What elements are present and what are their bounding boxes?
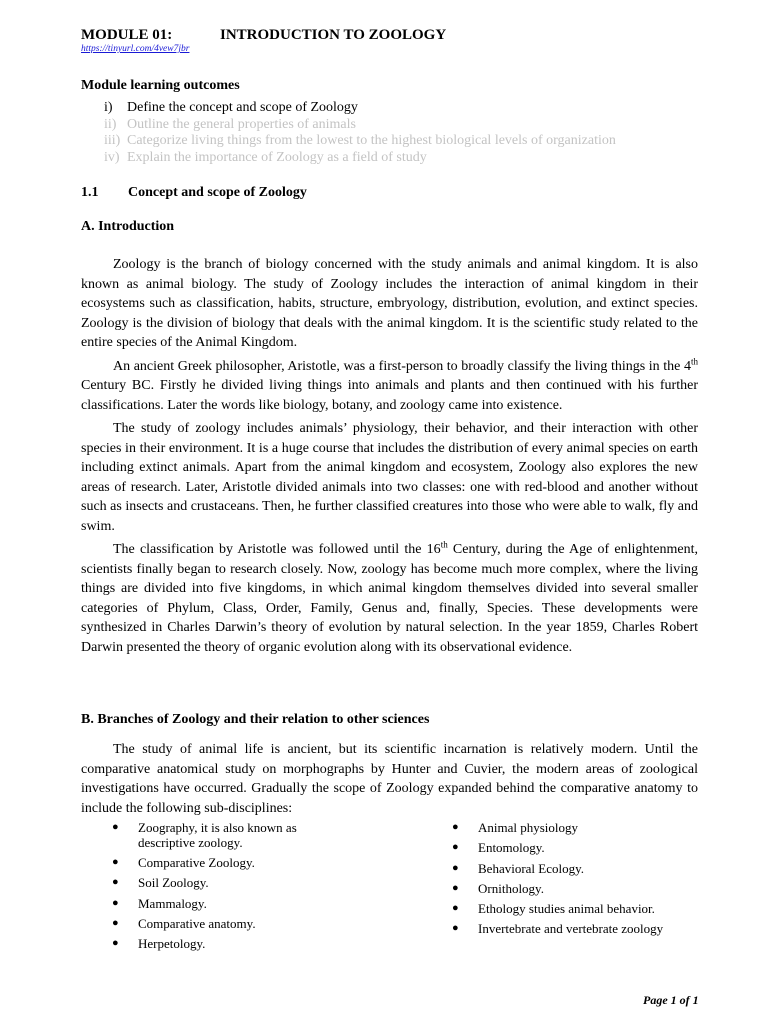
list-item	[452, 881, 702, 896]
bullet-icon: ●	[112, 876, 119, 889]
outcome-number: i)	[104, 100, 113, 115]
list-item	[112, 820, 342, 850]
paragraph-text: Century, during the Age of enlightenment, scientists finally began to research closely. Now, zoology has become much more complex, where the living things are divided into five kingdoms, in which animal kingdom themselves divided into several smaller categories of Phylum, Class, Order, Family, Genus and, finally, Species. These developments were synthesized in Charles Darwin’s theory of evolution by natural selection. In the year 1859, Charles Robert Darwin presented the theory of organic evolution along with its observational evidence.	[81, 542, 698, 655]
outcome-item	[104, 117, 616, 134]
paragraph-text: An ancient Greek philosopher, Aristotle, was a first-person to broadly classify the living things in the 4	[113, 358, 691, 374]
list-item	[452, 840, 702, 855]
bullet-icon: ●	[112, 936, 119, 949]
module-header	[81, 27, 446, 44]
bullet-icon: ●	[452, 922, 459, 935]
outcomes-list	[104, 100, 616, 166]
list-item-text: Comparative anatomy.	[138, 915, 256, 931]
module-link[interactable]: https://tinyurl.com/4vew7jbr	[81, 44, 190, 54]
introduction-body	[81, 255, 698, 661]
branches-list-right	[452, 820, 702, 942]
list-item-text: Soil Zoology.	[138, 875, 209, 891]
outcomes-heading: Module learning outcomes	[81, 78, 240, 93]
list-item-text: Invertebrate and vertebrate zoology	[478, 921, 664, 937]
bullet-icon: ●	[112, 856, 119, 869]
superscript: th	[690, 355, 698, 366]
outcome-number: iii)	[104, 133, 121, 148]
bullet-icon: ●	[452, 861, 459, 874]
list-item	[112, 936, 342, 951]
list-item-text: Zoography, it is also known as descriptive zoology.	[138, 820, 297, 850]
section-title: Concept and scope of Zoology	[128, 185, 307, 200]
outcome-text: Explain the importance of Zoology as a field of study	[127, 149, 427, 165]
bullet-icon: ●	[112, 821, 119, 833]
module-title: INTRODUCTION TO ZOOLOGY	[220, 27, 447, 43]
outcome-text: Categorize living things from the lowest to the highest biological levels of organization	[127, 133, 616, 148]
paragraph	[81, 540, 698, 657]
bullet-icon: ●	[112, 896, 119, 909]
list-item	[452, 820, 702, 835]
bullet-icon: ●	[452, 881, 459, 894]
list-item-text: Ethology studies animal behavior.	[478, 901, 655, 917]
list-item	[112, 896, 342, 911]
bullet-icon: ●	[452, 841, 459, 854]
outcome-text: Define the concept and scope of Zoology	[127, 100, 358, 115]
bullet-icon: ●	[452, 902, 459, 915]
page-number: Page 1 of 1	[643, 993, 699, 1007]
list-item	[112, 875, 342, 890]
list-item-text: Herpetology.	[138, 935, 206, 951]
paragraph-text: The classification by Aristotle was followed until the 16	[113, 542, 441, 557]
list-item-text: Entomology.	[478, 840, 545, 856]
section-number: 1.1	[81, 185, 99, 200]
outcome-number: iv)	[104, 149, 120, 165]
outcome-item	[104, 133, 616, 150]
outcome-item	[104, 150, 616, 167]
bullet-icon: ●	[452, 821, 459, 833]
list-item-text: Behavioral Ecology.	[478, 860, 585, 876]
list-item	[112, 916, 342, 931]
list-item	[452, 921, 702, 936]
paragraph: Zoology is the branch of biology concerned with the study animals and animal kingdom. It is also known as animal biology. The study of Zoology includes the interaction of animal kingdom in their ecosystems such as classification, habits, structure, embryology, distribution, evolution, and extinct species. Zoology is the division of biology that deals with the animal kingdom. It is the scientific study related to the entire species of the Animal Kingdom.	[81, 257, 698, 350]
subsection-heading-introduction: A. Introduction	[81, 219, 175, 234]
paragraph-text: Century BC. Firstly he divided living things into animals and plants and then continued with his further classifications. Later the words like biology, botany, and zoology came into existence.	[81, 378, 698, 413]
outcome-number: ii)	[104, 116, 117, 132]
section-heading-1-1	[81, 185, 307, 201]
list-item-text: Ornithology.	[478, 880, 544, 896]
outcome-item	[104, 100, 616, 117]
subsection-heading-branches: B. Branches of Zoology and their relation to other sciences	[81, 712, 430, 727]
module-number: MODULE 01:	[81, 27, 173, 43]
list-item	[112, 855, 342, 870]
paragraph	[81, 357, 698, 416]
paragraph: The study of zoology includes animals’ physiology, their behavior, and their interaction with other species in their environment. It is a huge course that includes the distribution of every animal species on earth including extinct animals. Apart from the animal kingdom and ecosystem, Zoology also explores the new areas of research. Later, Aristotle divided animals into two classes: one with red-blood and another without such as insects and crustaceans. Then, he further classified creatures into those who were able to walk, fly and swim.	[81, 421, 698, 534]
branches-list-left	[112, 820, 342, 956]
paragraph: The study of animal life is ancient, but its scientific incarnation is relatively modern. Until the comparative anatomical study on morphographs by Hunter and Cuvier, the modern areas of zoological investigations have occurred. Gradually the scope of Zoology expanded behind the comparative anatomy to include the following sub-disciplines:	[81, 742, 698, 816]
list-item	[452, 861, 702, 876]
list-item-text: Comparative Zoology.	[138, 855, 255, 871]
list-item	[452, 901, 702, 916]
outcome-text: Outline the general properties of animals	[127, 116, 356, 132]
list-item-text: Animal physiology	[478, 820, 579, 835]
superscript: th	[440, 539, 448, 550]
list-item-text: Mammalogy.	[138, 895, 207, 911]
branches-body	[81, 740, 698, 818]
bullet-icon: ●	[112, 916, 119, 929]
